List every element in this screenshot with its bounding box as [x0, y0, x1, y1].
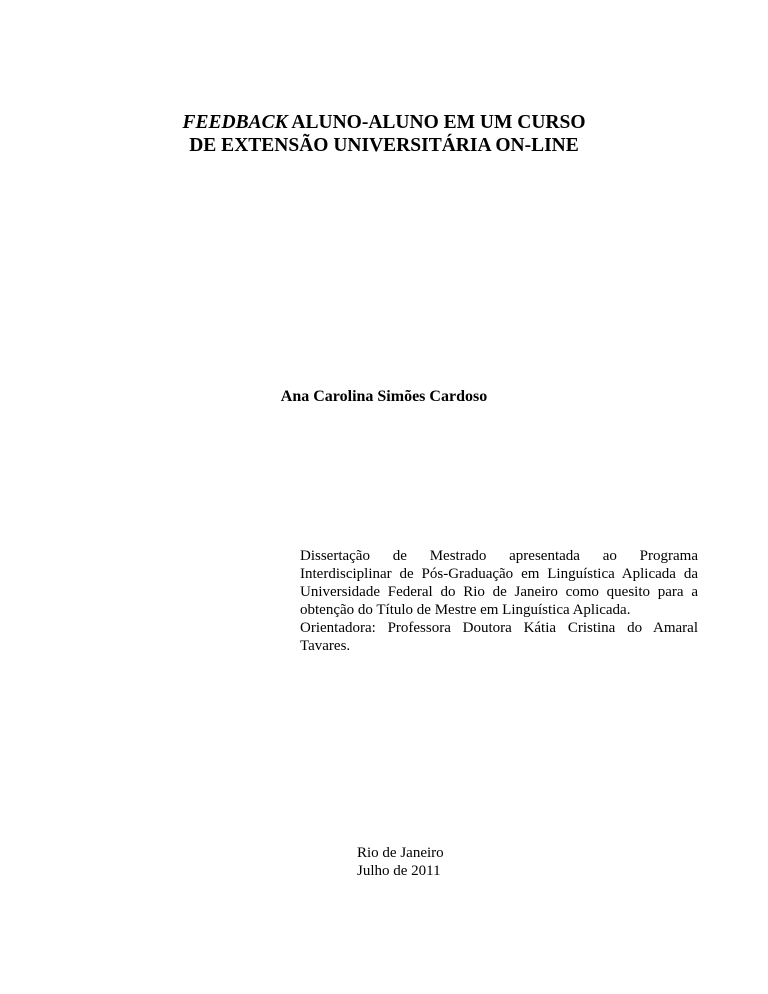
document-title: [0, 111, 768, 157]
advisor-line: Orientadora: Professora Doutora Kátia Cristina do Amaral Tavares.: [300, 620, 698, 654]
dissertation-description: Dissertação de Mestrado apresentada ao Programa Interdisciplinar de Pós-Graduação em Linguística Aplicada da Universidade Federal do Rio de Janeiro como quesito para a obtenção do Título de Mestre em Linguística Aplicada.: [300, 548, 698, 618]
dissertation-note: [300, 547, 698, 655]
title-line-1-rest: ALUNO-ALUNO EM UM CURSO: [287, 112, 586, 133]
author-name: Ana Carolina Simões Cardoso: [280, 388, 488, 405]
city: Rio de Janeiro: [357, 845, 444, 861]
title-line-2: DE EXTENSÃO UNIVERSITÁRIA ON-LINE: [189, 135, 579, 156]
place-and-date: [357, 844, 444, 880]
title-line-1: [0, 111, 768, 134]
date: Julho de 2011: [357, 863, 441, 879]
title-italic-word: FEEDBACK: [182, 112, 288, 133]
